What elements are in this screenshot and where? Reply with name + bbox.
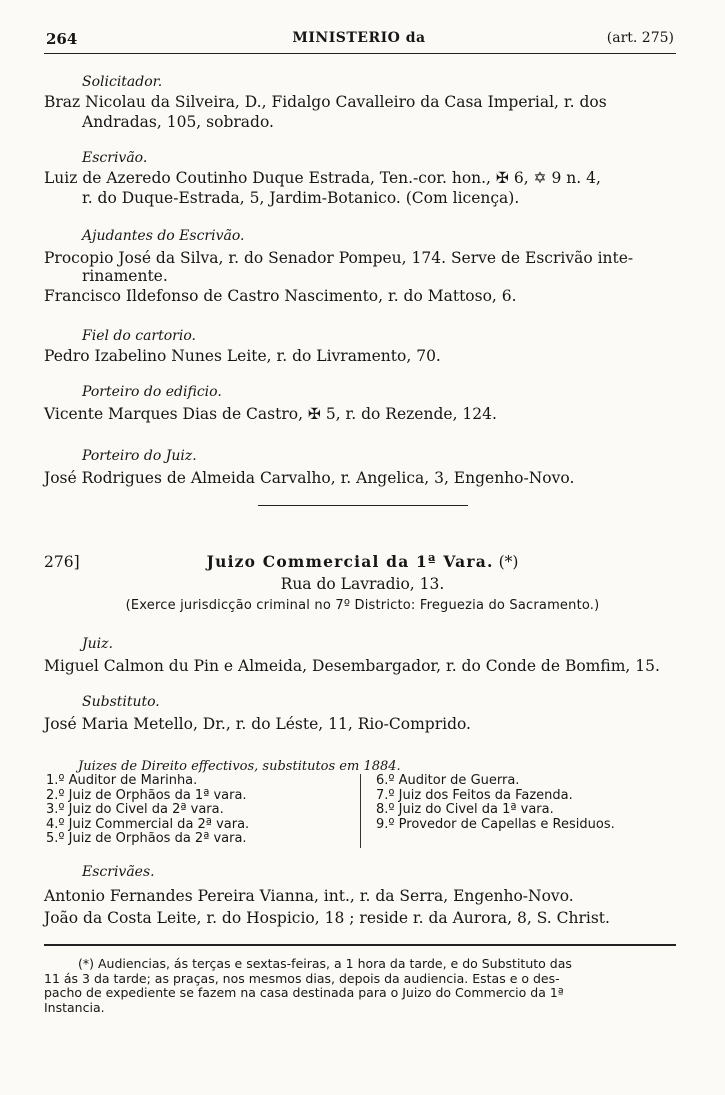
list-item: 9.º Provedor de Capellas e Residuos.	[376, 816, 615, 832]
entry-line: Vicente Marques Dias de Castro, ✠ 5, r. do Rezende, 124.	[44, 405, 497, 423]
footnote	[44, 957, 680, 1015]
role-porteiro-edificio: Porteiro do edificio.	[82, 384, 222, 400]
footnote-line: pacho de expediente se fazem na casa destinada para o Juizo do Commercio da 1ª	[44, 985, 564, 1000]
entry-line: João da Costa Leite, r. do Hospicio, 18 ; reside r. da Aurora, 8, S. Christ.	[44, 909, 610, 927]
entry-line: José Maria Metello, Dr., r. do Léste, 11, Rio-Comprido.	[44, 715, 471, 733]
role-porteiro-juiz: Porteiro do Juiz.	[82, 448, 197, 464]
entry-line: Antonio Fernandes Pereira Vianna, int., r. da Serra, Engenho-Novo.	[44, 887, 574, 905]
footnote-line: (*) Audiencias, ás terças e sextas-feiras, a 1 hora da tarde, e do Substituto das	[78, 956, 572, 971]
section-jurisdiction: (Exerce jurisdicção criminal no 7º Districto: Freguezia do Sacramento.)	[125, 598, 600, 613]
entry-line: Braz Nicolau da Silveira, D., Fidalgo Cavalleiro da Casa Imperial, r. dos	[44, 93, 607, 111]
entry-line: Luiz de Azeredo Coutinho Duque Estrada, Ten.-cor. hon., ✠ 6, ✡ 9 n. 4,	[44, 169, 601, 187]
page-header	[44, 30, 674, 54]
role-juiz: Juiz.	[82, 636, 113, 652]
list-item: 5.º Juiz de Orphãos da 2ª vara.	[46, 831, 247, 846]
role-solicitador: Solicitador.	[82, 74, 163, 90]
list-item: 3.º Juiz do Civel da 2ª vara.	[46, 802, 224, 817]
entry-line: José Rodrigues de Almeida Carvalho, r. Angelica, 3, Engenho-Novo.	[44, 469, 575, 487]
section-divider	[258, 505, 468, 506]
footnote-mark: (*)	[498, 553, 519, 571]
entry-line: Miguel Calmon du Pin e Almeida, Desembargador, r. do Conde de Bomfim, 15.	[44, 657, 660, 675]
list-item: 1.º Auditor de Marinha.	[46, 773, 198, 788]
article-range: (art. 275)	[606, 30, 674, 46]
role-substituto: Substituto.	[82, 694, 160, 710]
footnote-line: 11 ás 3 da tarde; as praças, nos mesmos dias, depois da audiencia. Estas e o des-	[44, 970, 560, 986]
list-item: 4.º Juiz Commercial da 2ª vara.	[46, 816, 250, 832]
role-escrivaes: Escrivães.	[82, 864, 155, 880]
entry-line: Procopio José da Silva, r. do Senador Pompeu, 174. Serve de Escrivão inte-	[44, 249, 634, 267]
entry-line: rinamente.	[82, 267, 168, 285]
header-rule	[44, 53, 676, 54]
list-item: 8.º Juiz do Civel da 1ª vara.	[376, 802, 554, 817]
column-divider	[360, 774, 361, 848]
footnote-line: Instancia.	[44, 999, 105, 1015]
judges-right-column	[376, 774, 615, 832]
section-title: Juizo Commercial da 1ª Vara.	[206, 552, 494, 571]
entry-line: r. do Duque-Estrada, 5, Jardim-Botanico. (Com licença).	[82, 189, 520, 207]
role-fiel: Fiel do cartorio.	[82, 328, 196, 344]
list-item: 6.º Auditor de Guerra.	[376, 773, 520, 788]
list-item: 7.º Juiz dos Feitos da Fazenda.	[376, 787, 573, 803]
section-address: Rua do Lavradio, 13.	[280, 575, 445, 593]
entry-line: Pedro Izabelino Nunes Leite, r. do Livramento, 70.	[44, 347, 441, 365]
entry-line: Francisco Ildefonso de Castro Nascimento, r. do Mattoso, 6.	[44, 287, 517, 305]
judges-heading: Juizes de Direito effectivos, substitutos em 1884.	[78, 759, 401, 774]
section-title-line	[0, 552, 725, 572]
running-title: MINISTERIO da	[292, 30, 426, 46]
role-escrivao: Escrivão.	[82, 150, 148, 166]
entry-line: Andradas, 105, sobrado.	[82, 113, 274, 131]
section-number: 276]	[44, 553, 80, 571]
role-ajudantes: Ajudantes do Escrivão.	[82, 228, 245, 244]
judges-left-column	[46, 774, 249, 847]
list-item: 2.º Juiz de Orphãos da 1ª vara.	[46, 787, 247, 803]
footnote-rule	[44, 944, 676, 946]
page-number: 264	[46, 30, 78, 48]
